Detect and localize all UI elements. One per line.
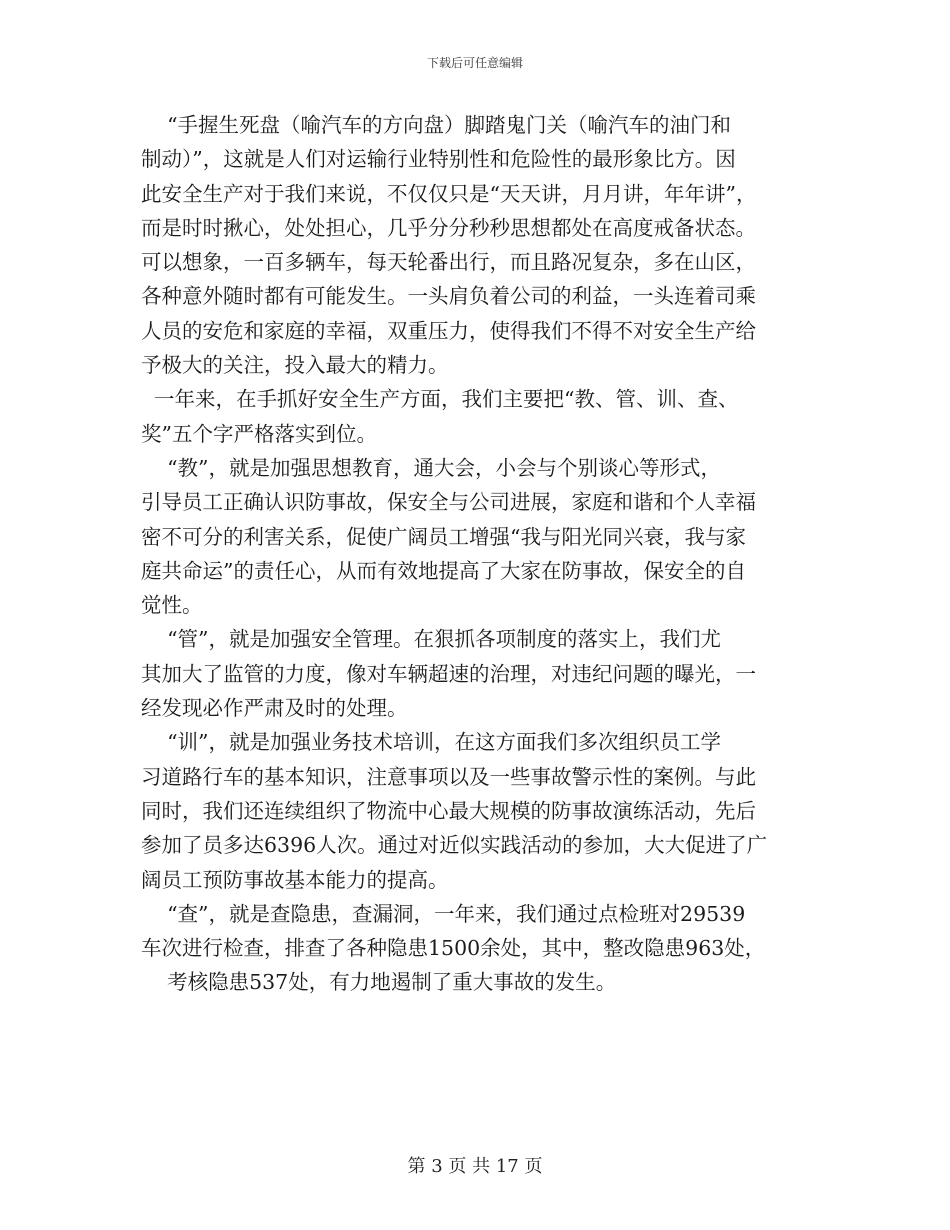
- page-number-footer: 第 3 页 共 17 页: [407, 1156, 543, 1177]
- text-line: “教”，就是加强思想教育，通大会，小会与个别谈心等形式，: [141, 455, 722, 480]
- page-header: 下载后可任意编辑: [426, 56, 523, 70]
- text-line: 可以想象，一百多辆车，每天轮番出行，而且路况复杂，多在山区，: [141, 250, 756, 275]
- text-line: 习道路行车的基本知识，注意事项以及一些事故警示性的案例。与此: [141, 764, 756, 789]
- text-line: 阔员工预防事故基本能力的提高。: [141, 867, 449, 892]
- text-line: 觉性。: [141, 593, 203, 618]
- text-line: 人员的安危和家庭的幸福，双重压力，使得我们不得不对安全生产给: [141, 318, 756, 343]
- text-line: 引导员工正确认识防事故，保安全与公司进展，家庭和谐和个人幸福: [141, 490, 756, 515]
- text-line: 而是时时揪心，处处担心，几乎分分秒秒思想都处在高度戒备状态。: [141, 215, 756, 240]
- text-line: 参加了员多达6396人次。通过对近似实践活动的参加，大大促进了广: [141, 833, 768, 858]
- text-line: 制动）”，这就是人们对运输行业特别性和危险性的最形象比方。因: [141, 147, 736, 172]
- paragraph: [141, 622, 816, 725]
- text-line: 考核隐患537处，有力地遏制了重大事故的发生。: [141, 970, 617, 995]
- text-line: 奖”五个字严格落实到位。: [141, 421, 377, 446]
- text-line: 予极大的关注，投入最大的精力。: [141, 353, 449, 378]
- text-line: 车次进行检查，排查了各种隐患1500余处，其中，整改隐患963处，: [141, 936, 766, 961]
- paragraph: [141, 382, 816, 451]
- text-line: 各种意外随时都有可能发生。一头肩负着公司的利益，一头连着司乘: [141, 284, 756, 309]
- text-line: “手握生死盘（喻汽车的方向盘）脚踏鬼门关（喻汽车的油门和: [141, 113, 732, 137]
- text-line: 同时，我们还连续组织了物流中心最大规模的防事故演练活动，先后: [141, 798, 756, 823]
- text-line: “查”，就是查隐患，查漏洞，一年来，我们通过点检班对29539: [141, 901, 746, 926]
- text-line: 此安全生产对于我们来说，不仅仅只是“天天讲，月月讲，年年讲”，: [141, 181, 757, 206]
- document-body: [141, 108, 816, 1000]
- text-line: 经发现必作严肃及时的处理。: [141, 696, 408, 721]
- paragraph: [141, 897, 816, 1000]
- text-line: 一年来，在手抓好安全生产方面，我们主要把“教、管、训、查、: [141, 387, 739, 412]
- paragraph: [141, 451, 816, 622]
- text-line: 其加大了监管的力度，像对车辆超速的治理，对违纪问题的曝光，一: [141, 661, 756, 686]
- text-line: 密不可分的利害关系，促使广阔员工增强“我与阳光同兴衰，我与家: [141, 524, 746, 549]
- paragraph: [141, 108, 816, 382]
- text-line: “训”，就是加强业务技术培训，在这方面我们多次组织员工学: [141, 730, 722, 755]
- text-line: “管”，就是加强安全管理。在狠抓各项制度的落实上，我们尤: [141, 627, 722, 652]
- paragraph: [141, 725, 816, 896]
- text-line: 庭共命运”的责任心，从而有效地提高了大家在防事故，保安全的自: [141, 558, 746, 583]
